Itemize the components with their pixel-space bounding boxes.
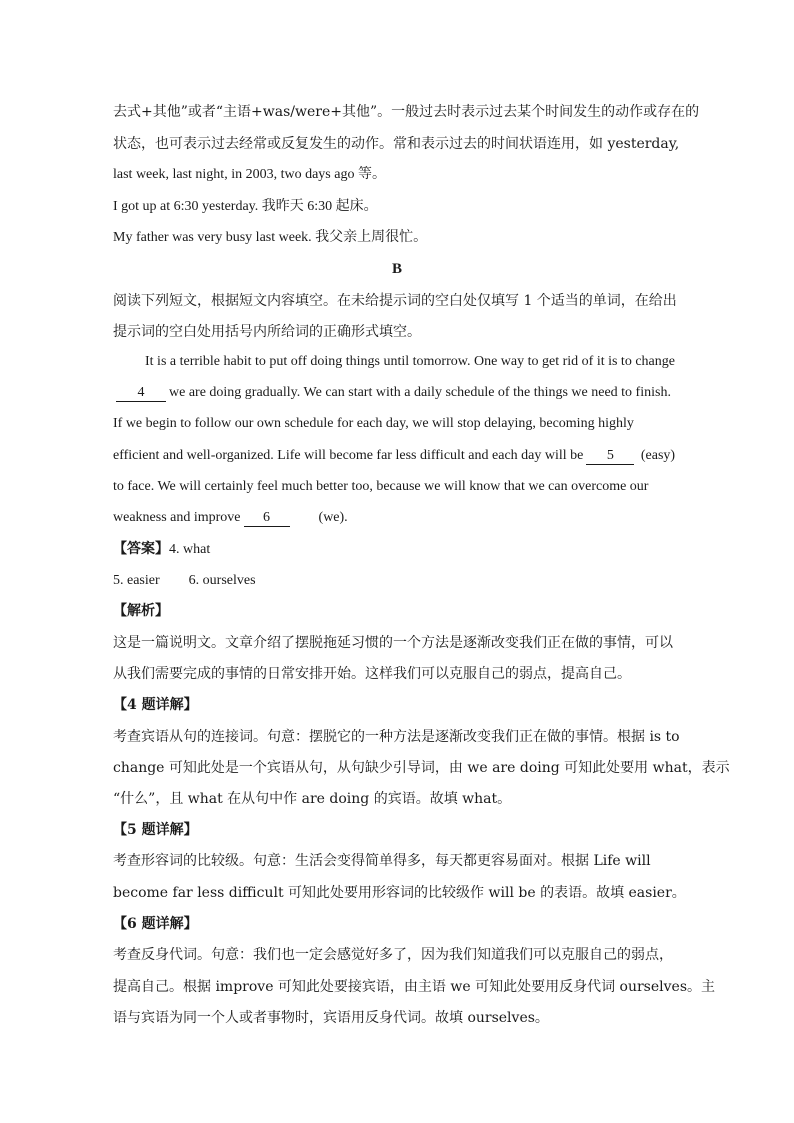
answer-label: 【答案】 <box>113 541 169 557</box>
instructions-line-2: 提示词的空白处用括号内所给词的正确形式填空。 <box>113 324 421 340</box>
hint-6: (we). <box>318 510 348 525</box>
q5-line-1: 考查形容词的比较级。句意：生活会变得简单得多，每天都更容易面对。根据 Life will <box>113 853 651 869</box>
example-sentence-1: I got up at 6:30 yesterday. 我昨天 6:30 起床。 <box>113 199 378 214</box>
q6-line-3: 语与宾语为同一个人或者事物时，宾语用反身代词。故填 ourselves。 <box>113 1010 549 1026</box>
grammar-paragraph-line-3: last week, last night, in 2003, two days ago 等。 <box>113 167 386 182</box>
example-sentence-2: My father was very busy last week. 我父亲上周很忙。 <box>113 230 428 245</box>
answer-line-1 <box>113 539 682 560</box>
hint-5: (easy) <box>637 448 676 463</box>
passage-line-5: to face. We will certainly feel much better too, because we will know that we can overcome our <box>113 479 649 494</box>
q6-line-2: 提高自己。根据 improve 可知此处要接宾语，由主语 we 可知此处要用反身代词 ourselves。主 <box>113 979 716 995</box>
q5-line-2: become far less difficult 可知此处要用形容词的比较级作 will be 的表语。故填 easier。 <box>113 885 686 901</box>
passage-line-1: It is a terrible habit to put off doing things until tomorrow. One way to get rid of it is to change <box>145 354 675 369</box>
q6-line-1: 考查反身代词。句意：我们也一定会感觉好多了，因为我们知道我们可以克服自己的弱点， <box>113 947 673 963</box>
passage-line-2 <box>113 383 682 403</box>
blank-4: 4 <box>116 385 166 402</box>
instructions-line-1: 阅读下列短文，根据短文内容填空。在未给提示词的空白处仅填写 1 个适当的单词，在给出 <box>113 293 677 309</box>
q6-detail-label: 【6 题详解】 <box>113 916 198 932</box>
blank-6: 6 <box>244 510 290 527</box>
answer-line-2 <box>113 571 682 591</box>
grammar-paragraph-line-2: 状态，也可表示过去经常或反复发生的动作。常和表示过去的时间状语连用，如 yesterday, <box>113 136 680 152</box>
q5-detail-label: 【5 题详解】 <box>113 822 198 838</box>
analysis-label: 【解析】 <box>113 603 169 619</box>
passage-line-2-text: we are doing gradually. We can start with a daily schedule of the things we need to finish. <box>169 385 671 400</box>
passage-line-3: If we begin to follow our own schedule for each day, we will stop delaying, becoming highly <box>113 416 634 431</box>
section-heading: B <box>391 261 402 277</box>
passage-line-4-text: efficient and well-organized. Life will become far less difficult and each day will be <box>113 448 584 463</box>
blank-5: 5 <box>586 448 634 465</box>
q4-line-1: 考查宾语从句的连接词。句意：摆脱它的一种方法是逐渐改变我们正在做的事情。根据 is to <box>113 729 680 745</box>
passage-line-4 <box>113 446 682 466</box>
passage-line-6 <box>113 508 682 528</box>
analysis-line-1: 这是一篇说明文。文章介绍了摆脱拖延习惯的一个方法是逐渐改变我们正在做的事情，可以 <box>113 635 673 651</box>
answer-5: 5. easier <box>113 573 160 588</box>
q4-line-3: “什么”，且 what 在从句中作 are doing 的宾语。故填 what。 <box>113 791 512 807</box>
passage-line-6-text: weakness and improve <box>113 510 241 525</box>
q4-detail-label: 【4 题详解】 <box>113 697 198 713</box>
answer-4: 4. what <box>169 542 211 557</box>
answer-6: 6. ourselves <box>188 573 256 588</box>
q4-line-2: change 可知此处是一个宾语从句，从句缺少引导词，由 we are doing 可知此处要用 what，表示 <box>113 760 730 776</box>
analysis-line-2: 从我们需要完成的事情的日常安排开始。这样我们可以克服自己的弱点，提高自己。 <box>113 666 631 682</box>
grammar-paragraph-line-1: 去式+其他”或者“主语+was/were+其他”。一般过去时表示过去某个时间发生的动作或存在的 <box>113 104 700 120</box>
